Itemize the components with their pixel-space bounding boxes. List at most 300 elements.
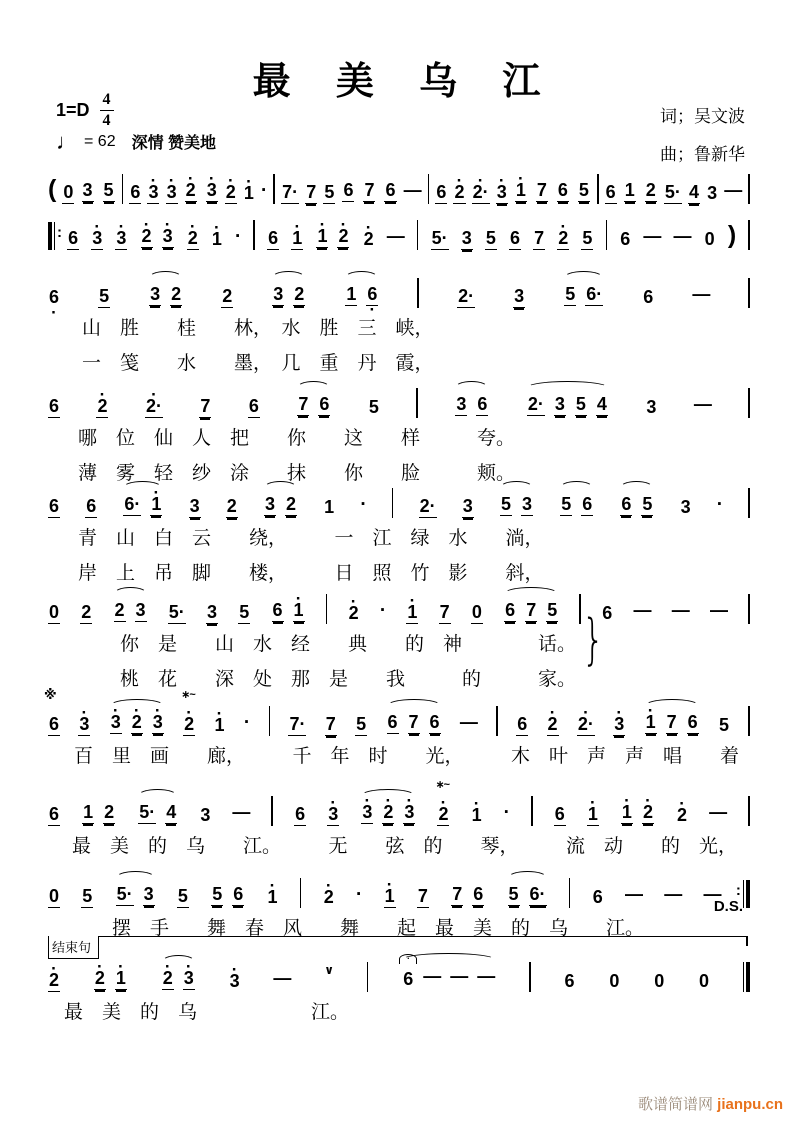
note: 6 bbox=[517, 714, 528, 734]
note: 3 bbox=[461, 228, 472, 248]
duration-dash: — bbox=[703, 884, 722, 904]
rest-note: 0 bbox=[654, 971, 665, 991]
slur-group bbox=[113, 601, 148, 624]
note: 6 · bbox=[366, 285, 378, 306]
note: · 2 bbox=[94, 969, 106, 990]
duration-dash: — bbox=[273, 968, 292, 988]
note: · 3 bbox=[361, 803, 373, 824]
slur-arc-icon bbox=[345, 271, 378, 284]
note: · 2 bbox=[557, 229, 569, 250]
slur-group bbox=[296, 395, 331, 418]
note: 6 · bbox=[402, 970, 414, 990]
slur-arc-icon bbox=[508, 871, 547, 884]
system-5 bbox=[48, 482, 750, 588]
rest-note: 0 bbox=[49, 886, 60, 906]
note: · 2 bbox=[225, 183, 237, 204]
slur-group bbox=[122, 495, 163, 518]
slur-arc-icon bbox=[620, 481, 653, 494]
note: · 2 bbox=[162, 969, 174, 990]
note: 6 bbox=[272, 600, 283, 620]
slur-group bbox=[344, 285, 379, 308]
note: 2 bbox=[285, 494, 296, 514]
slur-group bbox=[271, 285, 306, 308]
slur-arc-icon bbox=[500, 481, 533, 494]
segno-icon: ※ bbox=[44, 687, 57, 702]
note: · 2 ∗~ bbox=[183, 715, 195, 736]
slur-arc-icon bbox=[564, 271, 603, 284]
note: 5 bbox=[356, 714, 367, 734]
parenthesis: ) bbox=[727, 221, 737, 249]
beam-group bbox=[620, 803, 655, 826]
barline bbox=[748, 278, 750, 308]
beam-group bbox=[210, 885, 245, 908]
time-signature-numerator: 4 bbox=[100, 92, 114, 111]
lyrics-line-1: 哪 位 仙 人 把 你 这 样 夸。 bbox=[78, 427, 516, 449]
note: · 2 bbox=[642, 803, 654, 824]
beam-group bbox=[81, 803, 116, 826]
fermata-icon bbox=[399, 954, 417, 964]
slur-arc-icon bbox=[272, 271, 305, 284]
note: 5 bbox=[324, 182, 335, 202]
barline bbox=[748, 388, 750, 418]
note: 6 bbox=[554, 804, 565, 824]
slur-group bbox=[148, 285, 183, 308]
barline bbox=[748, 706, 750, 736]
note: 7 bbox=[364, 180, 375, 200]
notes-row bbox=[48, 214, 750, 250]
note: 6 bbox=[582, 494, 593, 514]
note: · 2 bbox=[382, 803, 394, 824]
slur-arc-icon bbox=[560, 481, 593, 494]
note: 3 bbox=[207, 602, 218, 622]
note: 6· bbox=[586, 284, 603, 304]
slur-group bbox=[644, 713, 700, 736]
note: · 1 bbox=[211, 230, 223, 250]
quarter-note-icon: ♩ bbox=[56, 128, 78, 154]
note: 5· bbox=[168, 602, 185, 622]
note: 3 bbox=[150, 284, 161, 304]
lyrics-line-2: 一 笺 水 墨， 几 重 丹 霞， bbox=[82, 352, 434, 374]
lyrics-line-1: 百 里 画 廊， 千 年 时 光， 木 叶 声 声 唱 着 bbox=[74, 745, 740, 767]
trill-icon: ∗~ bbox=[435, 779, 450, 791]
note: 6 bbox=[602, 603, 613, 623]
time-signature bbox=[100, 92, 114, 129]
note: · 3 bbox=[91, 229, 103, 250]
note: · 1 bbox=[243, 184, 255, 204]
note: 2 bbox=[104, 802, 115, 822]
note: 5 bbox=[719, 715, 730, 735]
barline bbox=[748, 488, 750, 518]
duration-dash: — bbox=[386, 226, 405, 246]
system-1 bbox=[48, 168, 750, 204]
note: 5 bbox=[582, 228, 593, 248]
note: 2· bbox=[527, 394, 544, 414]
slur-arc-icon bbox=[297, 381, 330, 394]
key-text: 1=D bbox=[56, 100, 90, 120]
duration-dash: — bbox=[664, 884, 683, 904]
note: · 3 bbox=[110, 713, 122, 734]
note: 7 bbox=[417, 886, 428, 906]
barline bbox=[367, 962, 369, 992]
note: 5 bbox=[565, 284, 576, 304]
note: · 2 bbox=[453, 183, 465, 204]
note: 2 bbox=[171, 284, 182, 304]
rest-note: 0 bbox=[609, 971, 620, 991]
barline bbox=[273, 174, 275, 204]
rest-note: 0 bbox=[49, 602, 60, 622]
note: 5· bbox=[431, 228, 448, 248]
note: · 2 bbox=[323, 888, 335, 908]
barline bbox=[392, 488, 394, 518]
slur-group bbox=[401, 967, 496, 992]
duration-dash: — bbox=[624, 884, 643, 904]
note: · 2 bbox=[676, 806, 688, 826]
note: 6 bbox=[49, 496, 60, 516]
notes-row bbox=[44, 687, 750, 736]
rest-note: 0 bbox=[699, 971, 710, 991]
note: · 1 bbox=[213, 716, 225, 736]
note: · 3 bbox=[162, 227, 174, 248]
note: 2 bbox=[226, 496, 237, 516]
slur-arc-icon bbox=[149, 271, 182, 284]
barline bbox=[606, 220, 608, 250]
note: 3 bbox=[82, 180, 93, 200]
note: 5 bbox=[500, 494, 511, 514]
augmentation-dot: · bbox=[261, 180, 268, 201]
ds-mark: D.S. bbox=[713, 898, 743, 915]
note: 6 · bbox=[48, 288, 60, 308]
note: 6 bbox=[605, 182, 616, 202]
barline bbox=[748, 220, 750, 250]
slur-group bbox=[507, 885, 548, 908]
notes-row bbox=[48, 482, 750, 518]
note: · 1 bbox=[645, 713, 657, 734]
beam-group bbox=[341, 181, 397, 204]
note: 6 bbox=[130, 182, 141, 202]
beam-group bbox=[623, 181, 658, 204]
tempo-value: = 62 bbox=[84, 132, 116, 150]
note: 2· bbox=[458, 286, 475, 306]
slur-group bbox=[526, 395, 609, 418]
note: 7 bbox=[306, 182, 317, 202]
beam-group bbox=[315, 227, 350, 250]
system-9 bbox=[48, 872, 750, 943]
notes-row bbox=[48, 779, 750, 826]
parenthesis: ( bbox=[48, 175, 57, 203]
system-4 bbox=[48, 382, 750, 488]
note: 6 bbox=[233, 884, 244, 904]
ending-bracket bbox=[48, 936, 748, 955]
slur-group bbox=[386, 713, 442, 736]
barline bbox=[417, 220, 419, 250]
barline bbox=[748, 174, 750, 204]
notes-row bbox=[48, 588, 750, 624]
note: 3 bbox=[707, 183, 718, 203]
duration-dash: — bbox=[693, 394, 712, 414]
note: 7· bbox=[282, 182, 299, 202]
breath-mark: ∨ bbox=[324, 963, 334, 977]
slur-arc-icon bbox=[527, 381, 608, 394]
note: 6 bbox=[592, 887, 603, 907]
notes-row bbox=[48, 272, 750, 308]
note: 6· bbox=[124, 494, 141, 514]
note: 3 bbox=[554, 394, 565, 414]
note: · 3 bbox=[183, 969, 195, 990]
system-8 bbox=[48, 779, 750, 861]
note: 3 bbox=[522, 494, 533, 514]
note: · 2 ∗~ bbox=[437, 805, 449, 826]
barline bbox=[597, 174, 599, 204]
barline bbox=[529, 962, 531, 992]
time-signature-denominator: 4 bbox=[102, 112, 111, 129]
lyrics-line-1: 摆 手 舞 春 风 舞 起 最 美 的 乌 江。 bbox=[112, 917, 645, 939]
note: 2 bbox=[81, 602, 92, 622]
slur-arc-icon bbox=[114, 587, 147, 600]
note: 6 ※ bbox=[44, 687, 60, 734]
note: 2 bbox=[114, 600, 125, 620]
barline bbox=[748, 594, 750, 624]
note: 3 bbox=[646, 397, 657, 417]
note: 5 bbox=[177, 886, 188, 906]
system-3 bbox=[48, 272, 750, 378]
note: · 2 bbox=[363, 230, 375, 250]
trill-icon: ∗~ bbox=[181, 689, 195, 701]
note: 5 bbox=[82, 886, 93, 906]
slur-group bbox=[559, 495, 594, 518]
note: 3 bbox=[462, 496, 473, 516]
note: · 1 bbox=[587, 805, 599, 826]
duration-dash: — bbox=[450, 966, 469, 986]
barline bbox=[428, 174, 430, 204]
barline bbox=[748, 796, 750, 826]
notes-row bbox=[48, 168, 750, 204]
note: · 2 bbox=[185, 181, 197, 202]
slur-arc-icon bbox=[116, 871, 155, 884]
beam-group bbox=[514, 181, 591, 204]
slur-group bbox=[563, 285, 604, 308]
note: 5· bbox=[139, 802, 156, 822]
notes-row bbox=[48, 872, 750, 908]
note: 1 bbox=[624, 180, 635, 200]
slur-group bbox=[109, 713, 165, 736]
note: 6 bbox=[248, 396, 259, 416]
note: · 3 bbox=[78, 715, 90, 736]
slur-group bbox=[454, 395, 489, 418]
note: 4 bbox=[596, 394, 607, 414]
note: · 2 bbox=[141, 227, 153, 248]
end-repeat-icon bbox=[743, 880, 750, 908]
beam-group bbox=[271, 601, 306, 624]
note: · 2 bbox=[48, 971, 60, 992]
duration-dash: — bbox=[633, 600, 652, 620]
beam-group bbox=[81, 181, 116, 204]
tempo-line bbox=[56, 130, 216, 153]
note: · 1 bbox=[621, 803, 633, 824]
slur-arc-icon bbox=[504, 587, 558, 600]
notes-row bbox=[48, 956, 750, 992]
rest-note: 0 bbox=[63, 182, 74, 202]
duration-dash: — bbox=[709, 802, 728, 822]
note: 3 bbox=[264, 494, 275, 514]
note: · 3 bbox=[115, 229, 127, 250]
note: · 1 bbox=[384, 887, 396, 908]
beam-group bbox=[184, 181, 219, 204]
barline bbox=[579, 594, 581, 624]
duration-dash: — bbox=[403, 180, 422, 200]
note: 6 bbox=[505, 600, 516, 620]
note: 5 bbox=[642, 494, 653, 514]
slur-arc-icon bbox=[455, 381, 488, 394]
note: · 3 bbox=[403, 803, 415, 824]
duration-dash: — bbox=[232, 802, 251, 822]
note: 3 bbox=[200, 805, 211, 825]
note: 5 bbox=[547, 600, 558, 620]
beam-group bbox=[93, 969, 128, 992]
barline bbox=[417, 278, 419, 308]
note: 5 bbox=[368, 397, 379, 417]
note: 5 bbox=[99, 286, 110, 306]
note: 2 bbox=[222, 286, 233, 306]
note: 3 bbox=[514, 286, 525, 306]
note: 6 bbox=[643, 287, 654, 307]
system-10 bbox=[48, 956, 750, 1027]
note: 6 bbox=[343, 180, 354, 200]
note: 6 bbox=[68, 228, 79, 248]
note: 6 bbox=[620, 229, 631, 249]
note: 7· bbox=[289, 714, 306, 734]
note: 1 bbox=[346, 284, 357, 304]
system-2 bbox=[48, 214, 750, 250]
note: · 1 bbox=[293, 601, 305, 622]
slur-group bbox=[161, 969, 196, 992]
note: · 3 bbox=[327, 805, 339, 826]
note: 6 bbox=[510, 228, 521, 248]
note: 5 bbox=[578, 180, 589, 200]
note: 6 bbox=[387, 712, 398, 732]
watermark-site-name: 歌谱简谱网 bbox=[637, 1096, 713, 1113]
augmentation-dot: · bbox=[379, 600, 387, 621]
note: · 3 bbox=[229, 972, 241, 992]
note: · 3 bbox=[206, 181, 218, 202]
lyrics-line-1: 你 是 山 水 经 典 的 神 话。 bbox=[120, 633, 577, 655]
note: 5 bbox=[508, 884, 519, 904]
note: · 1 bbox=[515, 181, 527, 202]
note: 7 bbox=[408, 712, 419, 732]
note: 6 bbox=[564, 971, 575, 991]
note: 6 bbox=[621, 494, 632, 514]
note: 7 bbox=[536, 180, 547, 200]
augmentation-dot: · bbox=[360, 494, 367, 515]
system-7 bbox=[44, 687, 750, 771]
barline bbox=[122, 174, 124, 204]
key-signature bbox=[56, 92, 114, 129]
note: 6 bbox=[687, 712, 698, 732]
notes-row bbox=[48, 382, 750, 418]
rest-note: 0 bbox=[471, 602, 482, 622]
note: · 2 bbox=[348, 604, 360, 624]
slur-group bbox=[137, 803, 178, 826]
duration-dash: — bbox=[710, 600, 728, 620]
note: · 2 bbox=[96, 397, 108, 418]
note: 5 bbox=[103, 180, 114, 200]
note: · 1 bbox=[316, 227, 328, 248]
note: 5 bbox=[575, 394, 586, 414]
augmentation-dot: · bbox=[716, 494, 724, 515]
note: 6 bbox=[477, 394, 488, 414]
final-barline bbox=[743, 962, 750, 992]
note: 4 bbox=[166, 802, 177, 822]
barline bbox=[269, 706, 271, 736]
note: 6· bbox=[529, 884, 546, 904]
duration-dash: — bbox=[477, 966, 496, 986]
note: · 3 bbox=[166, 183, 178, 204]
note: · 2 bbox=[131, 713, 143, 734]
augmentation-dot: · bbox=[234, 226, 242, 247]
verse-brace: } bbox=[582, 608, 605, 671]
note: 6 bbox=[385, 180, 396, 200]
system-6 bbox=[48, 588, 750, 694]
note: 5· bbox=[664, 182, 681, 202]
slur-group bbox=[263, 495, 298, 518]
note: 6 bbox=[49, 804, 60, 824]
watermark bbox=[638, 1093, 783, 1114]
barline bbox=[531, 796, 533, 826]
note: 7 bbox=[534, 228, 545, 248]
note: · 2 bbox=[547, 715, 559, 736]
note: 7 bbox=[452, 884, 463, 904]
note: · 1 bbox=[115, 969, 127, 990]
note: 6 bbox=[86, 496, 97, 516]
note: 7 bbox=[526, 600, 537, 620]
note: 5 bbox=[239, 602, 250, 622]
beam-group bbox=[140, 227, 175, 250]
note: · 3 bbox=[152, 713, 164, 734]
note: · 1 bbox=[150, 495, 162, 516]
note: 7 bbox=[298, 394, 309, 414]
barline bbox=[300, 878, 302, 908]
slur-group bbox=[360, 803, 416, 826]
note: 5 bbox=[561, 494, 572, 514]
note: 5 bbox=[212, 884, 223, 904]
slur-group bbox=[115, 885, 156, 908]
lyrics-line-1: 青 山 白 云 绕， 一 江 绿 水 淌， bbox=[78, 527, 544, 549]
duration-dash: — bbox=[671, 600, 690, 620]
note: 2 bbox=[645, 180, 656, 200]
note: 3 bbox=[135, 600, 146, 620]
note: 4 bbox=[689, 182, 700, 202]
note: 3 bbox=[680, 497, 691, 517]
duration-dash: — bbox=[673, 226, 692, 246]
beam-group bbox=[450, 885, 485, 908]
lyrics-line-2: 桃 花 深 处 那 是 我 的 家。 bbox=[120, 668, 577, 690]
note: 2· bbox=[419, 496, 436, 516]
duration-dash: — bbox=[692, 284, 711, 304]
barline bbox=[496, 706, 498, 736]
duration-dash: — bbox=[459, 712, 478, 732]
note: 6 bbox=[429, 712, 440, 732]
note: · 1 bbox=[291, 229, 303, 250]
note: · 2 bbox=[187, 229, 199, 250]
begin-repeat-icon bbox=[48, 222, 55, 250]
song-title: 最 美 乌 江 bbox=[252, 59, 557, 103]
augmentation-dot: · bbox=[243, 712, 251, 733]
note: 6 bbox=[436, 182, 447, 202]
note: · 1 bbox=[406, 603, 418, 624]
note: · 1 bbox=[267, 888, 279, 908]
note: 7 bbox=[666, 712, 677, 732]
barline bbox=[569, 878, 571, 908]
note: · 3 bbox=[613, 715, 625, 736]
